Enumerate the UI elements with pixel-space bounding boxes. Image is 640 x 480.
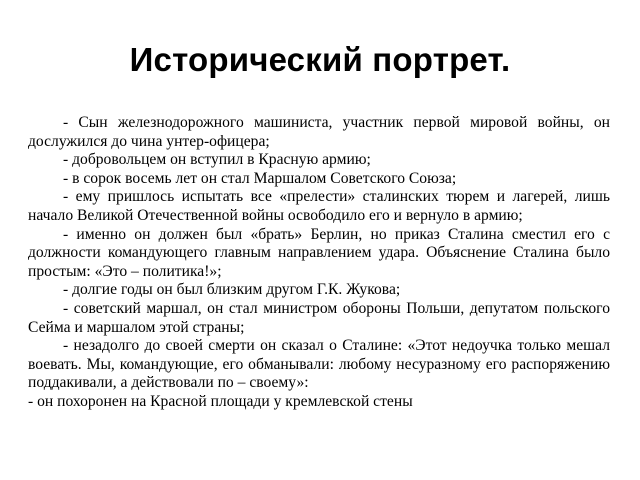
slide-title: Исторический портрет. [129, 41, 511, 79]
fact-item: - долгие годы он был близким другом Г.К. Жукова; [63, 281, 401, 299]
fact-item: - в сорок восемь лет он стал Маршалом Советского Союза; [63, 169, 457, 187]
facts-list [28, 114, 610, 412]
fact-item: - он похоронен на Красной площади у кремлевской стены [28, 392, 413, 410]
fact-item: - Сын железнодорожного машиниста, участник первой мировой войны, он дослужился до чина унтер-офицера; [28, 114, 610, 150]
fact-item: - добровольцем он вступил в Красную армию; [63, 151, 371, 169]
fact-item: - именно он должен был «брать» Берлин, но приказ Сталина сместил его с должности командующего главным направлением удара. Объяснение Сталина было простым: «Это – политика!»; [28, 225, 610, 280]
fact-item: - незадолго до своей смерти он сказал о Сталине: «Этот недоучка только мешал воевать. Мы, командующие, его обманывали: любому несуразному его распоряжению поддакивали, а действовали по – своему»: [28, 337, 610, 392]
fact-item: - ему пришлось испытать все «прелести» сталинских тюрем и лагерей, лишь начало Великой Отечественной войны освободило его и вернуло в армию; [28, 188, 610, 224]
fact-item: - советский маршал, он стал министром обороны Польши, депутатом польского Сейма и маршалом этой страны; [28, 299, 610, 336]
